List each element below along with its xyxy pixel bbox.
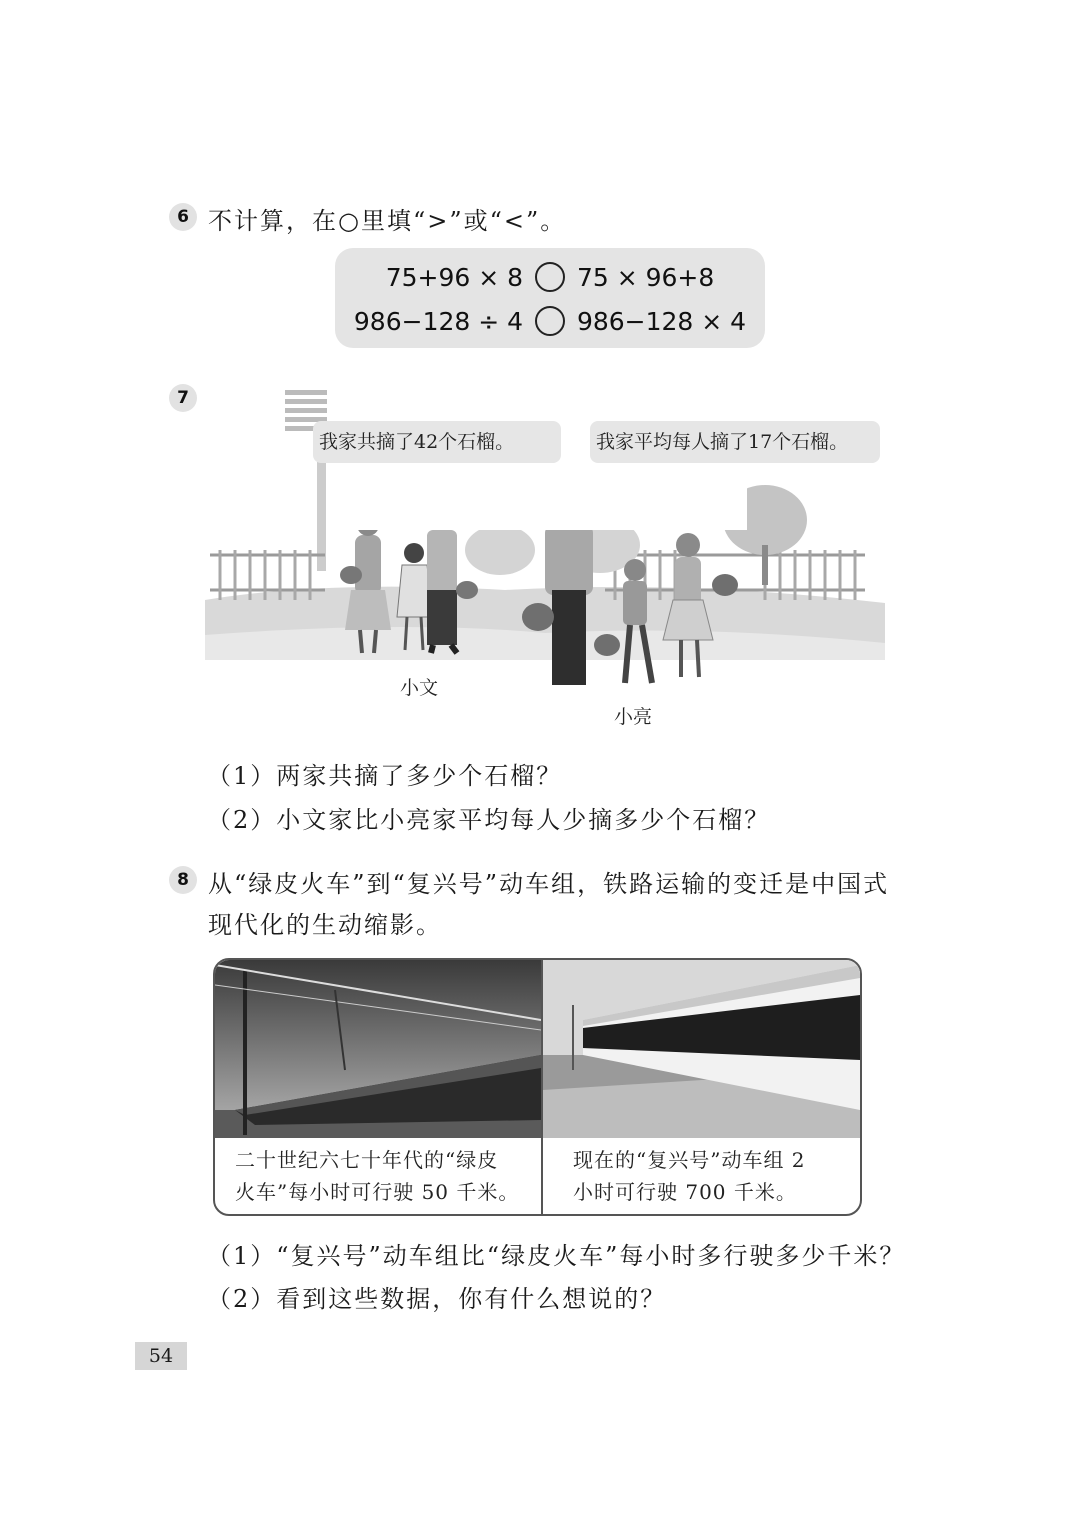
caption-green-train [235,1144,519,1208]
question-7-number: 7 [169,384,197,412]
train-comparison-panel [213,958,862,1216]
character-name-xiaowen: 小文 [400,677,439,699]
expr1-right: 75 × 96+8 [576,263,715,292]
comparison-box [335,248,765,348]
question-6-prompt: 不计算，在○里填“>”或“<”。 [208,207,567,235]
speech-bubble-left: 我家共摘了42个石榴。 [313,421,561,463]
caption-fuxing-train-line-1: 现在的“复兴号”动车组 2 [573,1148,806,1172]
caption-green-train-line-1: 二十世纪六七十年代的“绿皮 [235,1148,499,1172]
expr2-left: 986−128 ÷ 4 [353,307,524,336]
question-8-number: 8 [169,866,197,894]
question-6-number: 6 [169,203,197,231]
question-8-sub-1: （1）“复兴号”动车组比“绿皮火车”每小时多行驶多少千米？ [207,1242,906,1270]
green-train-photo [215,960,541,1138]
question-8-prompt-line-2: 现代化的生动缩影。 [208,911,442,939]
answer-circle-2[interactable] [535,306,565,336]
caption-green-train-line-2: 火车”每小时可行驶 50 千米。 [235,1180,520,1204]
page-number: 54 [135,1342,187,1370]
question-7-sub-2: （2）小文家比小亮家平均每人少摘多少个石榴？ [207,806,771,834]
caption-fuxing-train [573,1144,806,1208]
fuxing-train-photo [543,960,860,1138]
question-8-prompt-line-1: 从“绿皮火车”到“复兴号”动车组，铁路运输的变迁是中国式 [208,870,890,898]
speech-bubble-right: 我家平均每人摘了17个石榴。 [590,421,880,463]
caption-fuxing-train-line-2: 小时可行驶 700 千米。 [573,1180,797,1204]
orchard-illustration [205,385,885,725]
expr1-left: 75+96 × 8 [385,263,524,292]
comparison-row-2 [335,306,765,336]
question-7-sub-1: （1）两家共摘了多少个石榴？ [207,762,563,790]
answer-circle-1[interactable] [535,262,565,292]
expr2-right: 986−128 × 4 [576,307,747,336]
character-name-xiaoliang: 小亮 [614,706,653,728]
question-8-sub-2: （2）看到这些数据，你有什么想说的？ [207,1285,667,1313]
comparison-row-1 [335,262,765,292]
